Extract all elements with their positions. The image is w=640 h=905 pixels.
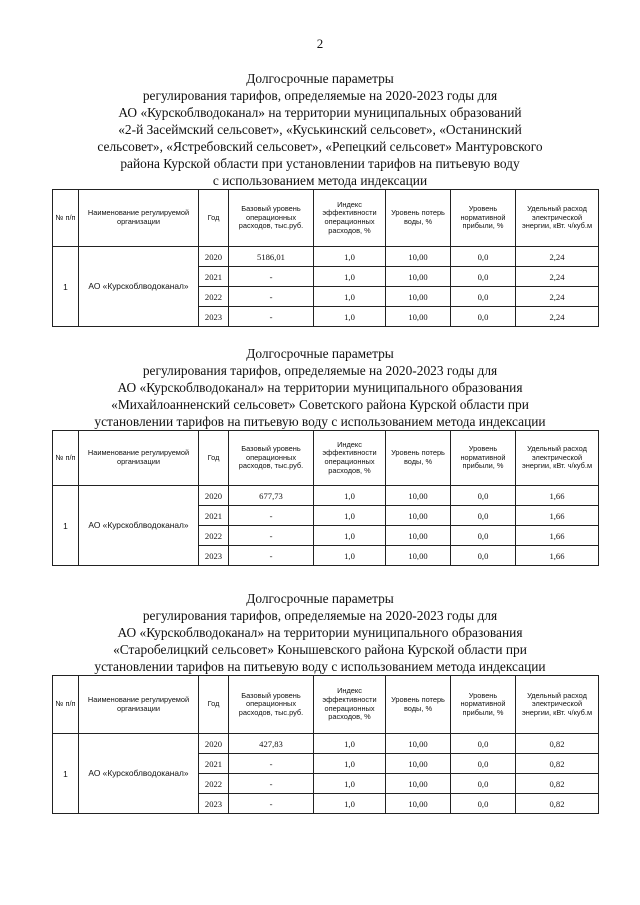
section-heading: Долгосрочные параметры регулирования тарифов, определяемые на 2020-2023 годы для АО «Курскоблводоканал» на территории муниципального образования «Михайлоанненский сельсовет» Советского района Курской области при установлении тарифов на питьевую воду с использованием метода индексации <box>94 346 546 429</box>
header-cell: Уровень нормативной прибыли, % <box>451 190 516 247</box>
base-opex-cell: - <box>229 526 314 546</box>
tariff-section-2 <box>0 345 640 566</box>
base-opex-cell: 5186,01 <box>229 247 314 267</box>
year-cell: 2020 <box>199 734 229 754</box>
header-cell: № п/п <box>53 676 79 734</box>
efficiency-index-cell: 1,0 <box>314 546 386 566</box>
profit-level-cell: 0,0 <box>451 247 516 267</box>
efficiency-index-cell: 1,0 <box>314 486 386 506</box>
profit-level-cell: 0,0 <box>451 754 516 774</box>
profit-level-cell: 0,0 <box>451 734 516 754</box>
energy-use-cell: 1,66 <box>516 526 599 546</box>
base-opex-cell: - <box>229 506 314 526</box>
row-number-cell: 1 <box>53 734 79 814</box>
profit-level-cell: 0,0 <box>451 546 516 566</box>
header-cell: Год <box>199 431 229 486</box>
energy-use-cell: 0,82 <box>516 774 599 794</box>
base-opex-cell: - <box>229 774 314 794</box>
year-cell: 2023 <box>199 546 229 566</box>
efficiency-index-cell: 1,0 <box>314 506 386 526</box>
header-cell: Удельный расход электрической энергии, кВт. ч/куб.м <box>516 190 599 247</box>
table-header-row <box>53 676 599 734</box>
base-opex-cell: - <box>229 267 314 287</box>
year-cell: 2020 <box>199 486 229 506</box>
efficiency-index-cell: 1,0 <box>314 794 386 814</box>
header-cell: Уровень нормативной прибыли, % <box>451 676 516 734</box>
tariff-table <box>52 675 599 814</box>
efficiency-index-cell: 1,0 <box>314 307 386 327</box>
page-number: 2 <box>316 36 324 51</box>
efficiency-index-cell: 1,0 <box>314 247 386 267</box>
tariff-table <box>52 430 599 566</box>
year-cell: 2020 <box>199 247 229 267</box>
base-opex-cell: - <box>229 307 314 327</box>
water-loss-cell: 10,00 <box>386 794 451 814</box>
section-heading: Долгосрочные параметры регулирования тарифов, определяемые на 2020-2023 годы для АО «Курскоблводоканал» на территории муниципальных образований «2-й Засеймский сельсовет», «Куськинский сельсовет», «Останинский сельсовет», «Ястребовский сельсовет», «Репецкий сельсовет» Мантуровского района Курской области при установлении тарифов на питьевую воду с использованием метода индексации <box>97 71 543 188</box>
section-heading: Долгосрочные параметры регулирования тарифов, определяемые на 2020-2023 годы для АО «Курскоблводоканал» на территории муниципального образования «Старобелицкий сельсовет» Конышевского района Курской области при установлении тарифов на питьевую воду с использованием метода индексации <box>94 591 546 674</box>
water-loss-cell: 10,00 <box>386 307 451 327</box>
header-cell: № п/п <box>53 431 79 486</box>
water-loss-cell: 10,00 <box>386 287 451 307</box>
water-loss-cell: 10,00 <box>386 774 451 794</box>
base-opex-cell: - <box>229 546 314 566</box>
energy-use-cell: 2,24 <box>516 287 599 307</box>
year-cell: 2022 <box>199 774 229 794</box>
energy-use-cell: 1,66 <box>516 486 599 506</box>
year-cell: 2023 <box>199 307 229 327</box>
base-opex-cell: 427,83 <box>229 734 314 754</box>
water-loss-cell: 10,00 <box>386 526 451 546</box>
base-opex-cell: - <box>229 287 314 307</box>
tariff-table <box>52 189 599 327</box>
header-cell: Базовый уровень операционных расходов, тыс.руб. <box>229 431 314 486</box>
energy-use-cell: 0,82 <box>516 734 599 754</box>
tariff-section-1 <box>0 70 640 327</box>
year-cell: 2021 <box>199 267 229 287</box>
energy-use-cell: 1,66 <box>516 506 599 526</box>
header-cell: Индекс эффективности операционных расходов, % <box>314 676 386 734</box>
header-cell: Уровень нормативной прибыли, % <box>451 431 516 486</box>
header-cell: Базовый уровень операционных расходов, тыс.руб. <box>229 190 314 247</box>
header-cell: Уровень потерь воды, % <box>386 190 451 247</box>
year-cell: 2021 <box>199 754 229 774</box>
energy-use-cell: 2,24 <box>516 307 599 327</box>
year-cell: 2021 <box>199 506 229 526</box>
header-cell: Удельный расход электрической энергии, кВт. ч/куб.м <box>516 676 599 734</box>
header-cell: Индекс эффективности операционных расходов, % <box>314 190 386 247</box>
header-cell: Уровень потерь воды, % <box>386 676 451 734</box>
water-loss-cell: 10,00 <box>386 754 451 774</box>
efficiency-index-cell: 1,0 <box>314 734 386 754</box>
profit-level-cell: 0,0 <box>451 526 516 546</box>
energy-use-cell: 0,82 <box>516 754 599 774</box>
year-cell: 2022 <box>199 287 229 307</box>
water-loss-cell: 10,00 <box>386 247 451 267</box>
efficiency-index-cell: 1,0 <box>314 287 386 307</box>
profit-level-cell: 0,0 <box>451 794 516 814</box>
header-cell: Удельный расход электрической энергии, кВт. ч/куб.м <box>516 431 599 486</box>
header-cell: Год <box>199 190 229 247</box>
header-cell: Наименование регулируемой организации <box>79 190 199 247</box>
profit-level-cell: 0,0 <box>451 287 516 307</box>
organization-cell: АО «Курскоблводоканал» <box>79 486 199 566</box>
table-row <box>53 247 599 267</box>
energy-use-cell: 2,24 <box>516 247 599 267</box>
water-loss-cell: 10,00 <box>386 734 451 754</box>
row-number-cell: 1 <box>53 247 79 327</box>
header-cell: Год <box>199 676 229 734</box>
table-row <box>53 734 599 754</box>
organization-cell: АО «Курскоблводоканал» <box>79 734 199 814</box>
header-cell: Наименование регулируемой организации <box>79 676 199 734</box>
energy-use-cell: 2,24 <box>516 267 599 287</box>
water-loss-cell: 10,00 <box>386 267 451 287</box>
header-cell: Уровень потерь воды, % <box>386 431 451 486</box>
table-row <box>53 486 599 506</box>
profit-level-cell: 0,0 <box>451 774 516 794</box>
profit-level-cell: 0,0 <box>451 307 516 327</box>
profit-level-cell: 0,0 <box>451 486 516 506</box>
year-cell: 2023 <box>199 794 229 814</box>
base-opex-cell: - <box>229 794 314 814</box>
water-loss-cell: 10,00 <box>386 546 451 566</box>
base-opex-cell: 677,73 <box>229 486 314 506</box>
table-header-row <box>53 190 599 247</box>
profit-level-cell: 0,0 <box>451 506 516 526</box>
energy-use-cell: 0,82 <box>516 794 599 814</box>
table-header-row <box>53 431 599 486</box>
tariff-section-3 <box>0 590 640 814</box>
efficiency-index-cell: 1,0 <box>314 526 386 546</box>
base-opex-cell: - <box>229 754 314 774</box>
efficiency-index-cell: 1,0 <box>314 754 386 774</box>
energy-use-cell: 1,66 <box>516 546 599 566</box>
header-cell: Базовый уровень операционных расходов, тыс.руб. <box>229 676 314 734</box>
header-cell: Индекс эффективности операционных расходов, % <box>314 431 386 486</box>
efficiency-index-cell: 1,0 <box>314 267 386 287</box>
profit-level-cell: 0,0 <box>451 267 516 287</box>
water-loss-cell: 10,00 <box>386 506 451 526</box>
row-number-cell: 1 <box>53 486 79 566</box>
header-cell: Наименование регулируемой организации <box>79 431 199 486</box>
header-cell: № п/п <box>53 190 79 247</box>
year-cell: 2022 <box>199 526 229 546</box>
organization-cell: АО «Курскоблводоканал» <box>79 247 199 327</box>
water-loss-cell: 10,00 <box>386 486 451 506</box>
efficiency-index-cell: 1,0 <box>314 774 386 794</box>
